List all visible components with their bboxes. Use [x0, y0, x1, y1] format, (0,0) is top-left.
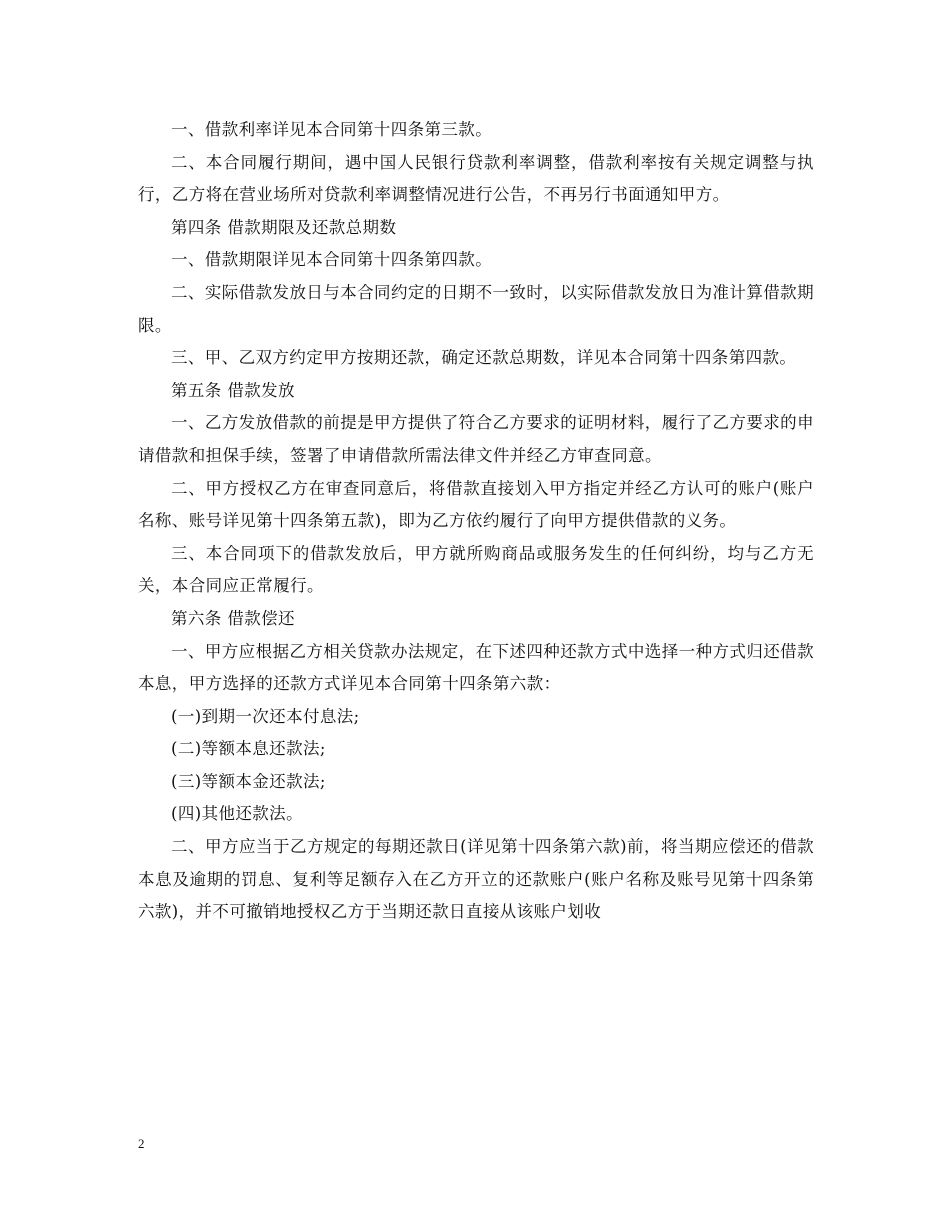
paragraph: 二、实际借款发放日与本合同约定的日期不一致时，以实际借款发放日为准计算借款期限。 — [138, 282, 814, 335]
paragraph: 三、本合同项下的借款发放后，甲方就所购商品或服务发生的任何纠纷，均与乙方无关，本合同应正常履行。 — [138, 543, 814, 596]
paragraph: 二、甲方授权乙方在审查同意后，将借款直接划入甲方指定并经乙方认可的账户(账户名称、账号详见第十四条第五款)，即为乙方依约履行了向甲方提供借款的义务。 — [138, 478, 814, 531]
document-body — [138, 114, 814, 929]
section-heading: 第六条 借款偿还 — [171, 608, 295, 628]
section-heading: 第四条 借款期限及还款总期数 — [171, 217, 397, 237]
list-item: (三)等额本金还款法; — [171, 771, 326, 791]
paragraph: 一、甲方应根据乙方相关贷款办法规定，在下述四种还款方式中选择一种方式归还借款本息，甲方选择的还款方式详见本合同第十四条第六款： — [138, 641, 814, 694]
list-item: (二)等额本息还款法; — [171, 739, 326, 759]
list-item: (一)到期一次还本付息法; — [171, 706, 360, 726]
paragraph: 三、甲、乙双方约定甲方按期还款，确定还款总期数，详见本合同第十四条第四款。 — [171, 348, 797, 368]
paragraph: 一、乙方发放借款的前提是甲方提供了符合乙方要求的证明材料，履行了乙方要求的申请借款和担保手续，签署了申请借款所需法律文件并经乙方审查同意。 — [138, 413, 814, 465]
paragraph: 二、甲方应当于乙方规定的每期还款日(详见第十四条第六款)前，将当期应偿还的借款本息及逾期的罚息、复利等足额存入在乙方开立的还款账户(账户名称及账号见第十四条第六款)，并不可撤销地授权乙方于当期还款日直接从该账户划收 — [138, 837, 814, 922]
paragraph: 一、借款期限详见本合同第十四条第四款。 — [171, 250, 493, 270]
list-item: (四)其他还款法。 — [171, 804, 303, 824]
paragraph: 二、本合同履行期间，遇中国人民银行贷款利率调整，借款利率按有关规定调整与执行，乙方将在营业场所对贷款利率调整情况进行公告，不再另行书面通知甲方。 — [138, 152, 814, 205]
paragraph: 一、借款利率详见本合同第十四条第三款。 — [171, 120, 493, 139]
section-heading: 第五条 借款发放 — [171, 380, 295, 400]
page-number: 2 — [138, 1136, 145, 1151]
